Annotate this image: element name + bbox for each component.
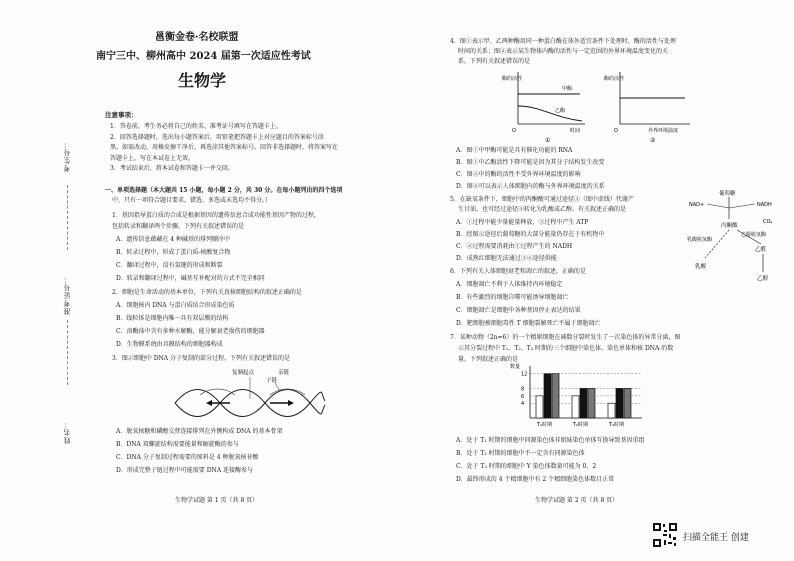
side-label-student-no: 考生号： bbox=[63, 140, 71, 172]
chart-bar bbox=[552, 374, 559, 418]
q1-option-d: D．转录和翻译过程中，碱基互补配对的方式不完全相同 bbox=[116, 275, 265, 282]
graph-2 bbox=[604, 72, 690, 144]
scanner-watermark: 扫描全能王 创建 bbox=[683, 533, 749, 543]
q1-option-b: B．转录过程中，形成了蛋白质-核酸复合物 bbox=[116, 249, 231, 256]
q7-option-b: B．处于 T₂ 时期的细胞中不一定含有同源染色体 bbox=[456, 450, 585, 457]
fig-label-parent: 亲链 bbox=[278, 370, 290, 376]
fig-pyruvate: 丙酮酸 bbox=[721, 223, 738, 229]
chart-tick-label: 4 bbox=[521, 401, 525, 408]
right-page bbox=[400, 0, 794, 561]
chart-bar bbox=[544, 374, 551, 418]
graph-1 bbox=[502, 72, 585, 144]
chart-bar bbox=[616, 388, 623, 418]
q3-option-c: C．DNA 分子复制过程需要的原料是 4 种脱氧核苷酸 bbox=[116, 454, 259, 461]
chart-tick-label: 12 bbox=[521, 371, 528, 378]
q5-option-a: A．①过程中能少量能量释放，③过程中产生 ATP bbox=[456, 219, 589, 226]
fig-glucose: 葡萄糖 bbox=[719, 191, 736, 197]
fig-ethanol: 乙醇 bbox=[757, 276, 769, 282]
q3-option-b: B．DNA 双螺旋结构需要能量和解旋酶的参与 bbox=[116, 441, 239, 448]
fig-label-daughter: 子链 bbox=[266, 378, 278, 384]
graph1-caption: ① bbox=[545, 137, 551, 144]
q7-option-c: C．处于 T₃ 时期的细胞中 Y 染色体数量可能为 0、2 bbox=[456, 463, 597, 470]
q3-option-d: D．形成完整子链过程中可能需要 DNA 连接酶参与 bbox=[116, 467, 254, 474]
chart-category-label: T₁时期 bbox=[537, 422, 553, 428]
q4-stem-3: 系。下列有关叙述错误的是 bbox=[458, 58, 531, 65]
pyruvate-pathway-figure bbox=[685, 186, 790, 286]
q5-option-c: C．②过程需要消耗由①过程产生的 NADH bbox=[456, 243, 573, 250]
chart-ylabel: 数量 bbox=[510, 364, 521, 370]
q6-option-b: B．有些激烈的细胞自噬可能诱导细胞凋亡 bbox=[456, 294, 569, 301]
q5-option-d: D．成熟红细胞无法通过③④途径供能 bbox=[456, 255, 557, 262]
q6-option-c: C．细胞凋亡是细胞中各种基因停止表达的结果 bbox=[456, 307, 581, 314]
q5-stem: 5．在缺氧条件下，细胞中的丙酮酸可通过途径③（图中虚线）代谢产 bbox=[450, 196, 634, 203]
q6-option-a: A．细胞凋亡不利于人体维持内环境稳定 bbox=[456, 281, 563, 288]
fig-acetaldehyde: 乙醛 bbox=[755, 247, 767, 253]
chart-tick-label: 6 bbox=[521, 393, 525, 400]
fig-lactate: 乳酸 bbox=[695, 264, 707, 270]
side-dashed-line bbox=[67, 185, 68, 250]
graph2-origin: O bbox=[614, 128, 618, 134]
graph1-origin: O bbox=[512, 128, 516, 134]
notes-title: 注意事项： bbox=[105, 111, 138, 119]
side-label-name: 姓名： bbox=[63, 420, 71, 444]
q6-option-d: D．靶细胞被细胞毒性 T 细胞裂解死亡不属于细胞凋亡 bbox=[456, 320, 601, 327]
q7-stem: 7．某种动物（2n=6）的一个精原细胞在减数分裂时发生了一次染色体的异常分离，图 bbox=[450, 334, 681, 341]
q5-stem-2: 生甘油，也可经过途径④转化为乳酸或乙醇。有关叙述正确的是 bbox=[458, 206, 627, 213]
chart-bar bbox=[624, 388, 631, 418]
q4-option-c: C．图②中的酶的活性不受外界环境温度的影响 bbox=[456, 171, 581, 178]
chart-bar bbox=[608, 403, 615, 418]
series-title: 邕衡金卷·名校联盟 bbox=[155, 32, 239, 43]
graph1-xlabel: 时间 bbox=[570, 128, 581, 134]
exam-title: 南宁三中、柳州高中 2024 届第一次适应性考试 bbox=[96, 51, 311, 62]
chart-tick-label: 8 bbox=[521, 386, 525, 393]
section-title: 一、单项选择题（本大题共 15 小题，每小题 2 分，共 30 分。在每小题列出的四个选项 bbox=[105, 187, 343, 194]
fig-co2: CO₂ bbox=[763, 219, 773, 225]
fig-label-origin: 复制起点 bbox=[232, 370, 255, 376]
q4-option-b: B．图①中乙酶活性下降可能是因为其分子结构发生改变 bbox=[456, 159, 605, 166]
chart-category-label: T₂时期 bbox=[573, 422, 589, 428]
q2-option-d: D．生物膜系统由具膜结构的细胞器构成 bbox=[116, 341, 223, 348]
dna-replication-figure bbox=[170, 365, 330, 425]
fig-adh: 乙醇脱氢酶 bbox=[741, 232, 767, 238]
q2-option-b: B．线粒体是细胞内唯一具有双层膜的结构 bbox=[116, 315, 229, 322]
graph2-caption: ② bbox=[650, 137, 656, 144]
note-line: 3．考试结束后，将本试卷和答题卡一并交回。 bbox=[110, 165, 234, 173]
note-line: 黑。如需改动，用橡皮擦干净后，再选涂其他答案标号。回答非选择题时，将答案写在 bbox=[110, 144, 339, 152]
side-label-admission-no: 准考证号： bbox=[63, 275, 71, 315]
q7-option-d: D．最终形成的 4 个精细胞中有 2 个精细胞染色体数目正常 bbox=[456, 476, 615, 483]
q2-option-a: A．细胞核内 DNA 与蛋白质结合形成染色质 bbox=[116, 302, 235, 309]
subject-title: 生物学 bbox=[178, 71, 227, 90]
graph2-xlabel: 外界环境温度 bbox=[648, 128, 679, 134]
chart-category-label: T₃时期 bbox=[609, 422, 625, 428]
chart-bar bbox=[536, 396, 543, 418]
chart-bar bbox=[572, 396, 579, 418]
fig-nad: NAD+ bbox=[689, 202, 705, 208]
q7-option-a: A．处于 T₁ 时期的细胞中同源染色体非姐妹染色单体互换导致基因重组 bbox=[456, 437, 645, 444]
note-line: 2．回答选择题时，选出每小题答案后，用铅笔把答题卡上对应题目的答案标号涂 bbox=[110, 133, 324, 141]
chart-bar bbox=[588, 388, 595, 418]
graph1-ylabel: 酶的活性 bbox=[502, 76, 523, 82]
q4-option-a: A．图①中甲酶可能是具有催化功能的 RNA bbox=[456, 147, 573, 154]
chart-bar bbox=[580, 388, 587, 418]
graph2-ylabel: 酶的活性 bbox=[604, 76, 625, 82]
q1-stem: 1．基因指导蛋白质的合成是根据基因的遗传信息合成功能性基因产物的过程， bbox=[112, 212, 320, 219]
notes-block bbox=[110, 122, 400, 175]
q2-stem: 2．细胞是生命活动的基本单位，下列有关真核细胞结构的叙述正确的是 bbox=[112, 289, 302, 296]
q6-stem: 6．下列有关人体细胞衰老和凋亡的叙述，正确的是 bbox=[450, 268, 586, 275]
q3-option-a: A．脱氧核糖和磷酸交替连接排列在外侧构成 DNA 的基本骨架 bbox=[116, 428, 283, 435]
left-footer: 生物学试题 第 1 页（共 8 页） bbox=[175, 497, 259, 504]
graph1-series-a: 甲酶 bbox=[562, 86, 573, 92]
q4-option-d: D．图②可以表示人体细胞内的酶与外界环境温度的关系 bbox=[456, 183, 605, 190]
q1-stem-2: 包括转录和翻译两个步骤。下列有关叙述错误的是 bbox=[112, 223, 245, 230]
q5-option-b: B．经图示途径后葡萄糖的大部分能量仍存在于有机物中 bbox=[456, 231, 605, 238]
side-dashed-line bbox=[67, 320, 68, 385]
q1-option-c: C．翻译过程中，没有氢键的形成和断裂 bbox=[116, 262, 223, 269]
qr-code-icon bbox=[652, 522, 678, 548]
q4-graphs bbox=[500, 66, 700, 144]
q1-option-a: A．遗传信息蕴藏在 4 种碱基的排列顺序中 bbox=[116, 236, 230, 243]
q7-stem-3: 量。下列叙述正确的是 bbox=[458, 356, 519, 363]
q7-stem-2: 示其分裂过程中 T₁、T₂、T₃ 时期的三个细胞中染色体、染色单体和核 DNA 的数 bbox=[458, 345, 674, 352]
q7-bar-chart bbox=[508, 362, 648, 430]
q2-option-c: C．溶酶体中含有多种水解酶，能分解衰老损伤的细胞器 bbox=[116, 328, 265, 335]
q3-stem: 3．图示细胞中 DNA 分子复制的部分过程。下列有关叙述错误的是 bbox=[112, 355, 291, 362]
fig-ldh: 乳酸脱氢酶 bbox=[687, 237, 713, 243]
q4-stem: 4．图①表示甲、乙两种酶用同一种蛋白酶在体外适宜条件下处理时，酶的活性与处理 bbox=[450, 38, 676, 45]
right-footer: 生物学试题 第 2 页（共 8 页） bbox=[535, 497, 619, 504]
note-line: 答题卡上，写在本试卷上无效。 bbox=[110, 154, 195, 162]
fig-nadh: NADH bbox=[757, 202, 772, 208]
q4-stem-2: 时间的关系；图②表示某生物体内酶的活性与一定范围的外界环境温度变化的关 bbox=[458, 48, 669, 55]
note-line: 1．答卷前，考生务必将自己的姓名、准考证号填写在答题卡上。 bbox=[110, 123, 282, 130]
section-title-2: 中，只有一项符合题目要求，错选、多选或未选均不得分。） bbox=[112, 197, 272, 204]
graph1-series-b: 乙酶 bbox=[555, 108, 566, 114]
